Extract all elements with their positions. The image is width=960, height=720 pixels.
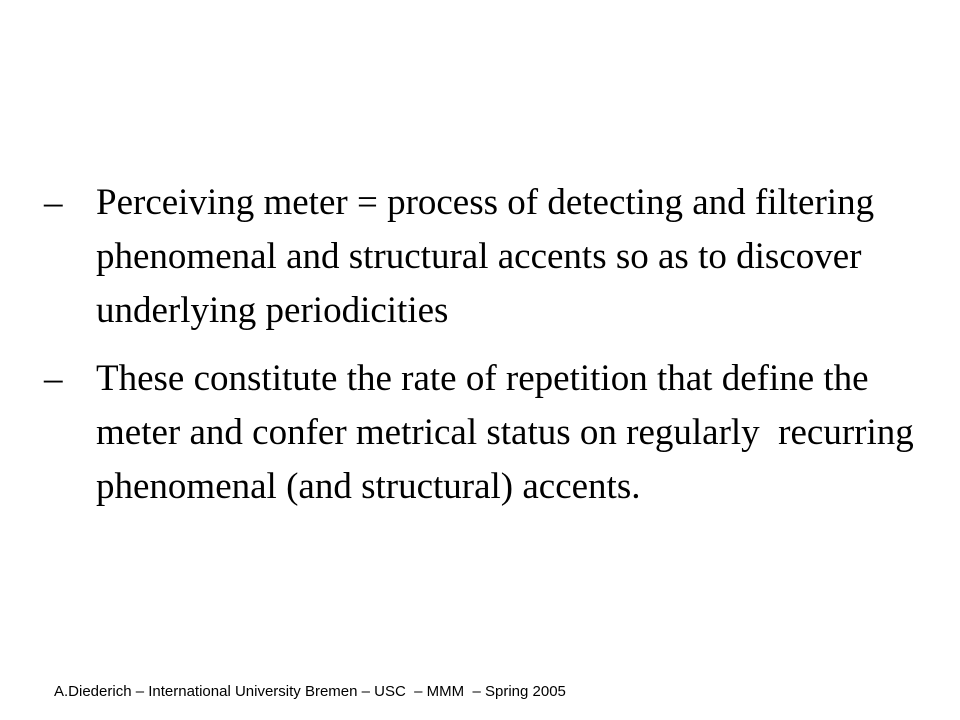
bullet-item-perceiving-meter [44,176,924,338]
bullet-item-repetition-rate [44,352,924,514]
bullet-list [44,176,924,528]
slide-footer: A.Diederich – International University Bremen – USC – MMM – Spring 2005 [54,683,566,700]
bullet-text: Perceiving meter = process of detecting and filtering phenomenal and structural accents so as to discover underlying periodicities [96,182,884,331]
dash-bullet-icon: – [44,358,63,399]
dash-bullet-icon: – [44,182,63,223]
bullet-text: These constitute the rate of repetition that define the meter and confer metrical status on regularly recurring phenomenal (and structural) accents. [96,358,924,507]
